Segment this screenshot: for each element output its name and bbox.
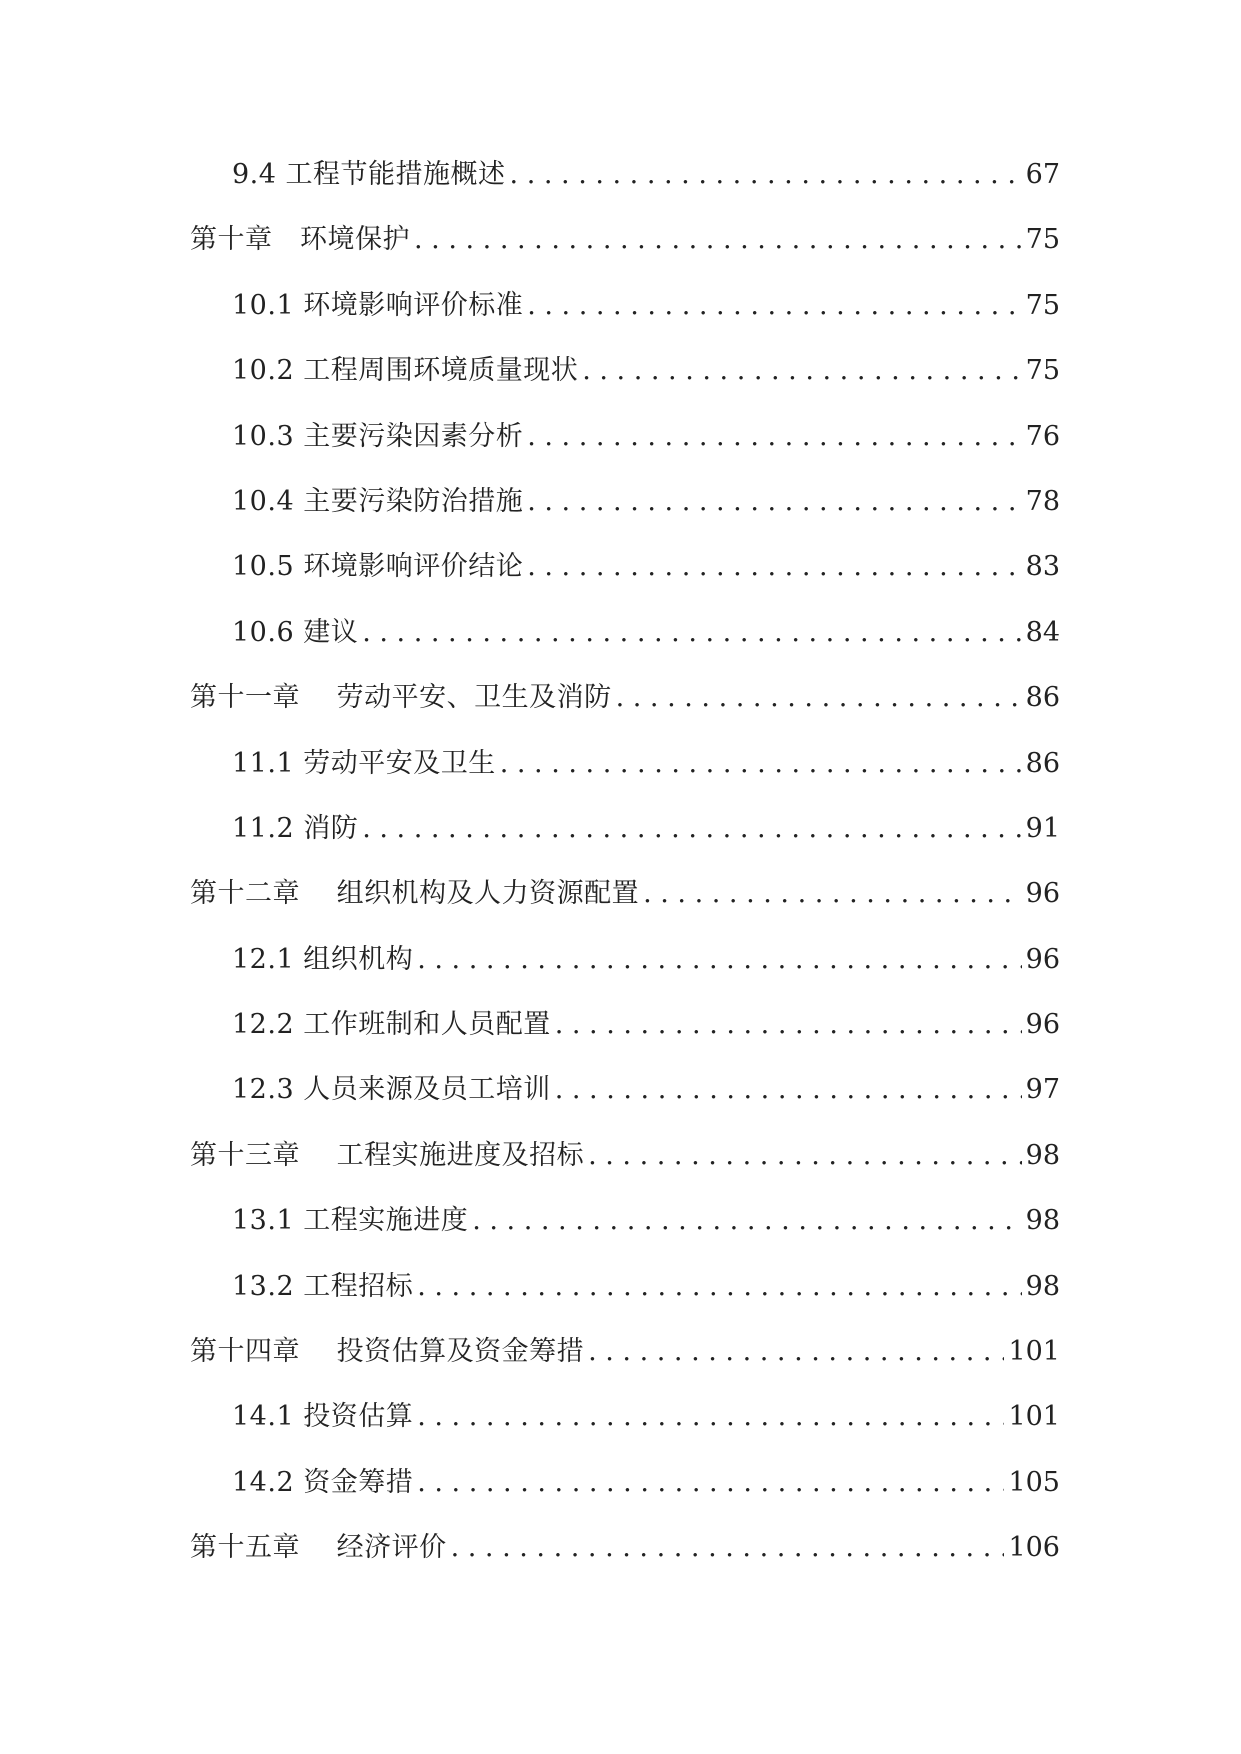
toc-entry-page: 84 (1025, 616, 1060, 648)
toc-entry-page: 98 (1025, 1139, 1060, 1171)
toc-entry[interactable] (190, 547, 1060, 612)
toc-dot-leader (588, 1136, 1022, 1176)
toc-entry-title: 11.2 消防 (232, 812, 359, 844)
toc-entry-page: 98 (1025, 1270, 1060, 1302)
toc-dot-leader (417, 1397, 1004, 1437)
toc-dot-leader (451, 1528, 1005, 1568)
toc-dot-leader (555, 1005, 1022, 1045)
toc-dot-leader (555, 1070, 1022, 1110)
toc-entry-page: 96 (1025, 1009, 1060, 1041)
toc-entry-title: 11.1 劳动平安及卫生 (232, 747, 496, 779)
toc-entry-title: 10.4 主要污染防治措施 (232, 485, 524, 517)
toc-dot-leader (582, 351, 1021, 391)
toc-entry[interactable] (190, 874, 1060, 939)
toc-entry-title: 12.3 人员来源及员工培训 (232, 1074, 551, 1106)
toc-entry-title: 12.2 工作班制和人员配置 (232, 1009, 551, 1041)
toc-entry-page: 106 (1008, 1532, 1060, 1564)
toc-entry-page: 105 (1008, 1466, 1060, 1498)
table-of-contents (190, 155, 1060, 1594)
toc-entry-page: 86 (1025, 747, 1060, 779)
toc-entry-title: 第十一章 劳动平安、卫生及消防 (190, 682, 612, 714)
toc-entry-title: 10.3 主要污染因素分析 (232, 420, 524, 452)
toc-entry[interactable] (190, 1136, 1060, 1201)
toc-entry-page: 98 (1025, 1205, 1060, 1237)
toc-entry-title: 第十二章 组织机构及人力资源配置 (190, 878, 640, 910)
toc-dot-leader (417, 1463, 1004, 1503)
toc-entry[interactable] (190, 220, 1060, 285)
toc-dot-leader (616, 678, 1022, 718)
toc-entry-page: 78 (1025, 485, 1060, 517)
toc-entry[interactable] (190, 940, 1060, 1005)
toc-entry-title: 13.1 工程实施进度 (232, 1205, 469, 1237)
toc-entry-title: 13.2 工程招标 (232, 1270, 414, 1302)
toc-dot-leader (414, 220, 1022, 260)
toc-entry[interactable] (190, 1332, 1060, 1397)
toc-dot-leader (362, 613, 1021, 653)
toc-dot-leader (417, 1267, 1021, 1307)
toc-entry[interactable] (190, 482, 1060, 547)
toc-entry[interactable] (190, 155, 1060, 220)
toc-entry[interactable] (190, 417, 1060, 482)
toc-entry[interactable] (190, 1397, 1060, 1462)
toc-entry-title: 第十四章 投资估算及资金筹措 (190, 1336, 585, 1368)
toc-entry[interactable] (190, 678, 1060, 743)
toc-dot-leader (472, 1201, 1021, 1241)
toc-entry[interactable] (190, 1201, 1060, 1266)
toc-entry[interactable] (190, 351, 1060, 416)
toc-entry-title: 第十章 环境保护 (190, 224, 410, 256)
toc-dot-leader (643, 874, 1022, 914)
toc-dot-leader (527, 417, 1021, 457)
toc-entry-page: 75 (1025, 224, 1060, 256)
toc-entry-page: 101 (1008, 1401, 1060, 1433)
toc-entry-page: 75 (1025, 289, 1060, 321)
toc-entry[interactable] (190, 613, 1060, 678)
toc-entry-page: 97 (1025, 1074, 1060, 1106)
toc-entry-title: 9.4 工程节能措施概述 (232, 159, 506, 190)
toc-dot-leader (527, 286, 1021, 326)
toc-entry[interactable] (190, 744, 1060, 809)
toc-entry-title: 12.1 组织机构 (232, 943, 414, 975)
toc-entry[interactable] (190, 1005, 1060, 1070)
toc-entry-page: 91 (1025, 812, 1060, 844)
toc-entry-page: 101 (1008, 1336, 1060, 1368)
toc-entry-title: 10.1 环境影响评价标准 (232, 289, 524, 321)
toc-dot-leader (500, 744, 1022, 784)
toc-entry[interactable] (190, 1528, 1060, 1593)
toc-entry-page: 83 (1025, 551, 1060, 583)
toc-entry-title: 10.6 建议 (232, 616, 359, 648)
toc-dot-leader (417, 940, 1021, 980)
toc-entry-page: 76 (1025, 420, 1060, 452)
toc-dot-leader (588, 1332, 1004, 1372)
toc-entry-title: 10.2 工程周围环境质量现状 (232, 355, 579, 387)
toc-entry-title: 14.2 资金筹措 (232, 1466, 414, 1498)
toc-entry-page: 96 (1025, 878, 1060, 910)
toc-entry[interactable] (190, 1070, 1060, 1135)
toc-entry-page: 75 (1025, 355, 1060, 387)
toc-entry-page: 96 (1025, 943, 1060, 975)
toc-entry[interactable] (190, 1267, 1060, 1332)
toc-dot-leader (527, 547, 1021, 587)
toc-dot-leader (527, 482, 1021, 522)
toc-entry-title: 14.1 投资估算 (232, 1401, 414, 1433)
toc-entry[interactable] (190, 286, 1060, 351)
toc-entry-title: 第十三章 工程实施进度及招标 (190, 1139, 585, 1171)
toc-entry-title: 第十五章 经济评价 (190, 1532, 447, 1564)
toc-dot-leader (362, 809, 1021, 849)
toc-entry-page: 67 (1025, 159, 1060, 190)
toc-entry-page: 86 (1025, 682, 1060, 714)
toc-entry[interactable] (190, 1463, 1060, 1528)
toc-entry-title: 10.5 环境影响评价结论 (232, 551, 524, 583)
toc-dot-leader (510, 155, 1022, 195)
toc-entry[interactable] (190, 809, 1060, 874)
